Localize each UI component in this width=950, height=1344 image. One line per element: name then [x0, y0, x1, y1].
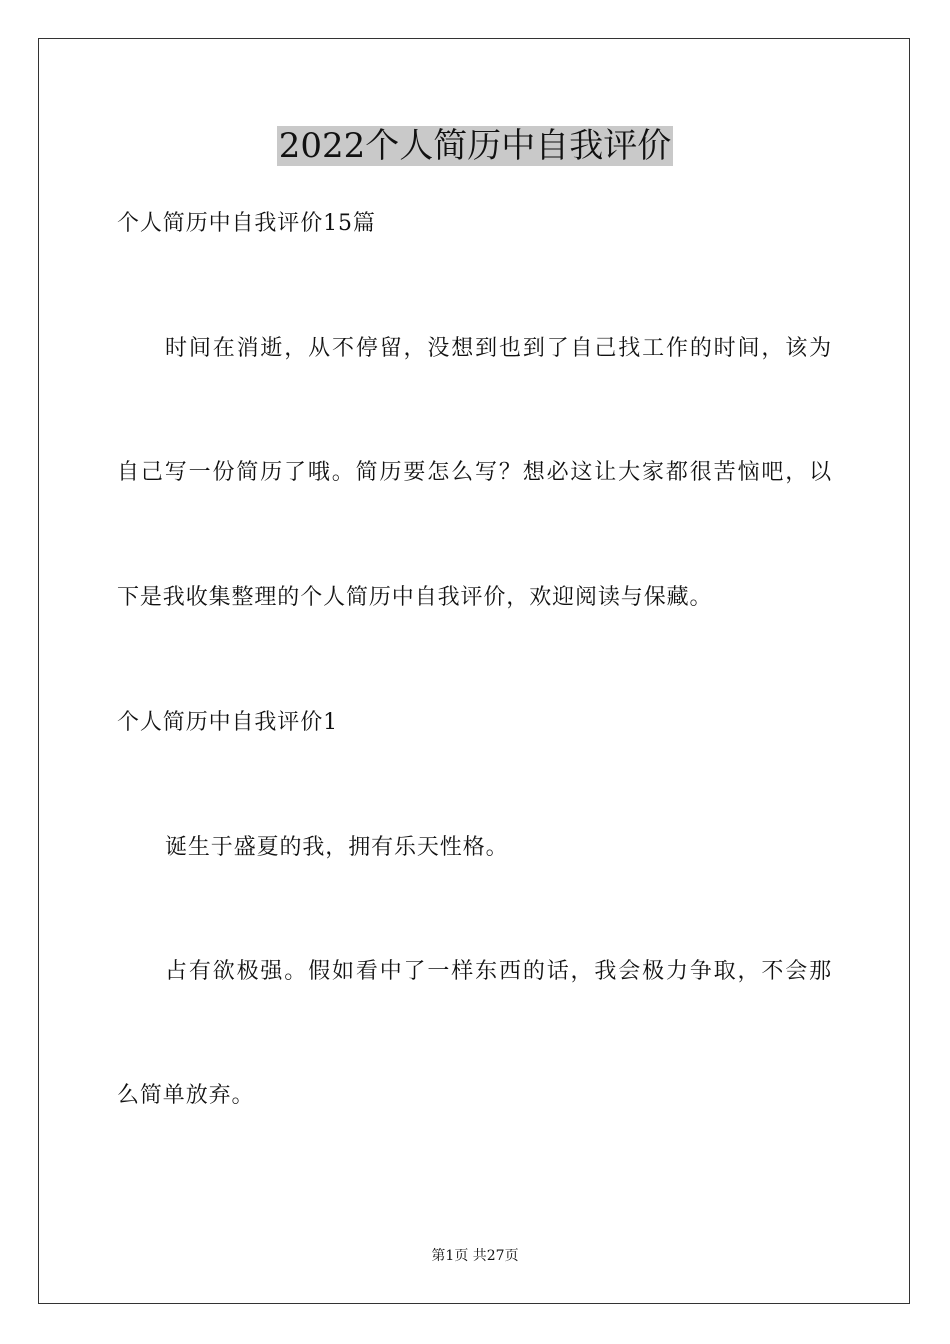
document-title [0, 124, 950, 168]
document-title-text: 2022个人简历中自我评价 [278, 126, 672, 166]
section-heading: 个人简历中自我评价15篇 [117, 211, 376, 236]
paragraph-line: 么简单放弃。 [117, 1083, 255, 1108]
paragraph-line: 自己写一份简历了哦。简历要怎么写？想必这让大家都很苦恼吧，以 [117, 460, 832, 485]
page-number: 第1页 共27页 [431, 1248, 519, 1264]
paragraph-line: 占有欲极强。假如看中了一样东西的话，我会极力争取，不会那 [165, 959, 832, 984]
section-heading: 个人简历中自我评价1 [117, 710, 338, 735]
paragraph-line: 时间在消逝，从不停留，没想到也到了自己找工作的时间，该为 [165, 336, 832, 361]
paragraph-line: 下是我收集整理的个人简历中自我评价，欢迎阅读与保藏。 [117, 585, 713, 610]
paragraph-line: 诞生于盛夏的我，拥有乐天性格。 [165, 835, 509, 860]
